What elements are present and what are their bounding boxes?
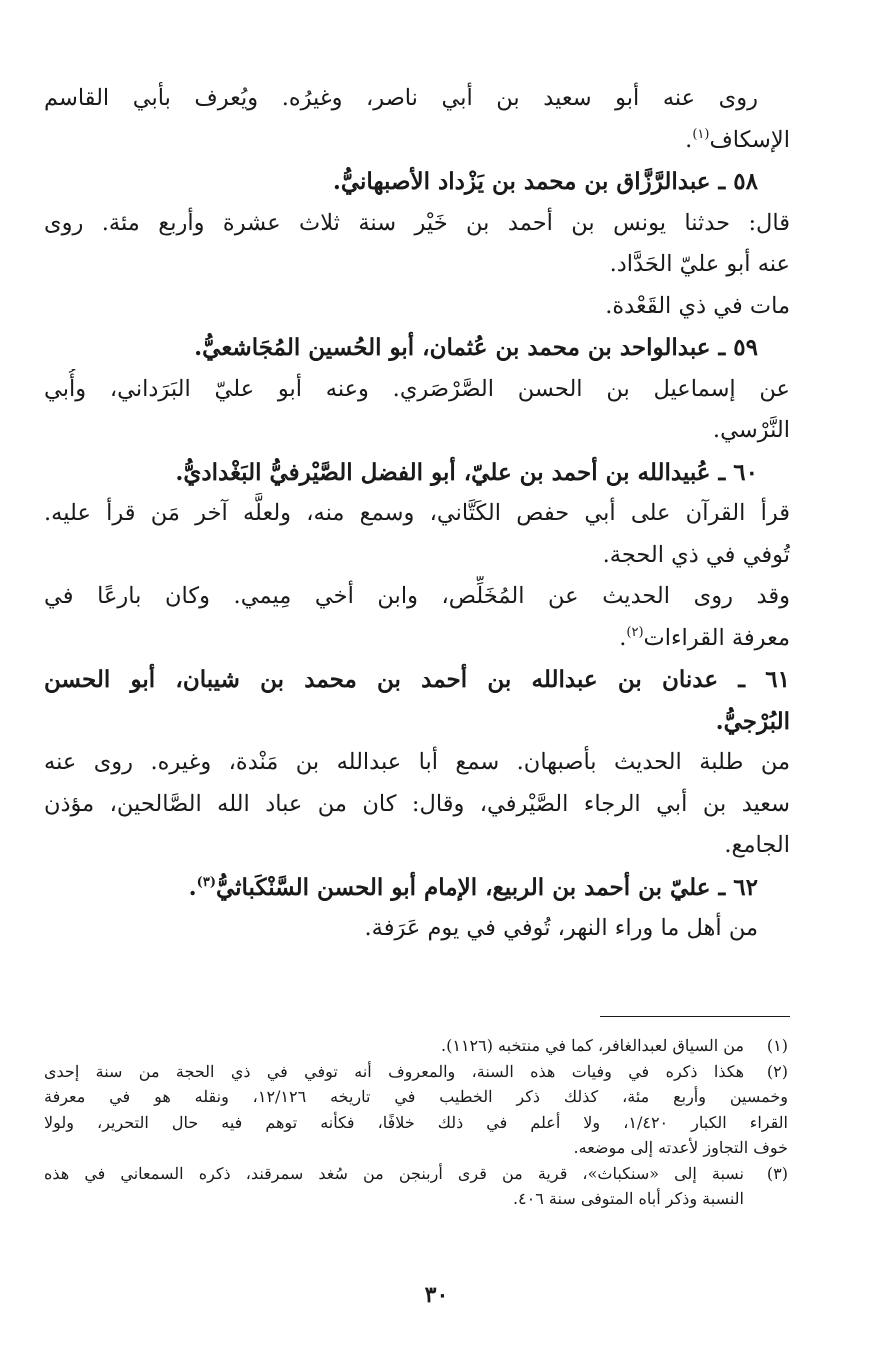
- text-line: عن إسماعيل بن الحسن الصَّرْصَري. وعنه أبو عليّ البَرَداني، وأُبي: [44, 375, 790, 402]
- text-line: قرأ القرآن على أبي حفص الكَتَّاني، وسمع منه، ولعلَّه آخر مَن قرأ عليه.: [44, 500, 790, 526]
- text-fragment: الإسكاف: [709, 126, 790, 153]
- entry-heading-58: ٥٨ ـ عبدالرَّزَّاق بن محمد بن يَزْداد الأصبهانيُّ.: [332, 168, 758, 195]
- heading-end: .: [188, 873, 197, 901]
- footnote-line: وخمسين وأربع مئة، كذلك ذكر الخطيب في تاريخه ١٢/١٢٦، ونقله هو في معرفة: [44, 1087, 788, 1106]
- text-fragment: معرفة القراءات: [643, 624, 790, 651]
- main-text: [44, 78, 790, 950]
- text-line: مات في ذي القَعْدة.: [605, 292, 790, 319]
- text-fragment: .: [619, 624, 627, 651]
- text-line: الجامع.: [724, 832, 790, 858]
- entry-heading-59: ٥٩ ـ عبدالواحد بن محمد بن عُثمان، أبو الحُسين المُجَاشعيُّ.: [194, 334, 758, 361]
- footnote-line: نسبة إلى «سنكباث»، قرية من قرى أربنجن من سُغد سمرقند، ذكره السمعاني في هذه: [44, 1163, 744, 1183]
- footnotes: [44, 1033, 788, 1212]
- footnote-ref-1: (١): [692, 126, 710, 142]
- text-fragment: .: [685, 126, 693, 153]
- footnote-body: [44, 1059, 788, 1161]
- text-line: [44, 618, 790, 660]
- text-line: تُوفي في ذي الحجة.: [602, 541, 790, 568]
- footnote-line: النسبة وذكر أباه المتوفى سنة ٤٠٦.: [512, 1189, 744, 1208]
- text-line: النَّرْسي.: [712, 417, 790, 443]
- footnote-ref-3: (٣): [196, 874, 216, 890]
- footnote-number: (١): [766, 1036, 788, 1055]
- footnote-number: (٣): [766, 1163, 788, 1183]
- page-number: ٣٠: [424, 1282, 449, 1308]
- entry-heading-62: [44, 867, 790, 909]
- footnote-line: من السياق لعبدالغافر، كما في منتخبه (١١٢٦).: [441, 1036, 744, 1055]
- footnote-body: [44, 1033, 744, 1059]
- text-line: عنه أبو عليّ الحَدَّاد.: [609, 251, 790, 277]
- footnote-3: [44, 1161, 788, 1212]
- footnote-line: خوف التجاوز لأعدته إلى موضعه.: [573, 1138, 788, 1157]
- footnote-line: القراء الكبار ١/٤٢٠، ولا أعلم في ذلك خلافًا، فكأنه توهم فيه حال التحرير، ولولا: [44, 1112, 788, 1132]
- heading-text: ٦٢ ـ عليّ بن أحمد بن الربيع، الإمام أبو الحسن السَّنْكَباثيُّ: [215, 873, 758, 901]
- entry-heading-60: ٦٠ ـ عُبيدالله بن أحمد بن عليّ، أبو الفضل الصَّيْرفيُّ البَغْداديُّ.: [175, 458, 758, 486]
- text-line: [44, 120, 790, 162]
- footnote-line: هكذا ذكره في وفيات هذه السنة، والمعروف أنه توفي في ذي الحجة من سنة إحدى: [44, 1061, 744, 1081]
- text-line: وقد روى الحديث عن المُخَلِّص، وابن أخي مِيمي. وكان بارعًا في: [44, 583, 790, 609]
- text-line: قال: حدثنا يونس بن أحمد بن خَيْر سنة ثلاث عشرة وأربع مئة. روى: [44, 209, 790, 236]
- footnote-1: [44, 1033, 788, 1059]
- footnote-number: (٢): [766, 1061, 788, 1081]
- footnote-divider: [600, 1016, 790, 1017]
- entry-heading-61-cont: البُرْجيُّ.: [715, 707, 790, 735]
- entry-heading-61: ٦١ ـ عدنان بن عبدالله بن أحمد بن محمد بن شيبان، أبو الحسن: [44, 666, 790, 693]
- footnote-ref-2: (٢): [626, 624, 644, 640]
- text-line: من طلبة الحديث بأصبهان. سمع أبا عبدالله بن مَنْدة، وغيره. روى عنه: [44, 749, 790, 775]
- text-line: من أهل ما وراء النهر، تُوفي في يوم عَرَفة.: [364, 915, 758, 941]
- text-line: روى عنه أبو سعيد بن أبي ناصر، وغيرُه. ويُعرف بأبي القاسم: [44, 85, 758, 111]
- text-line: سعيد بن أبي الرجاء الصَّيْرفي، وقال: كان من عباد الله الصَّالحين، مؤذن: [44, 790, 790, 817]
- footnote-2: [44, 1059, 788, 1161]
- footnote-body: [44, 1161, 744, 1212]
